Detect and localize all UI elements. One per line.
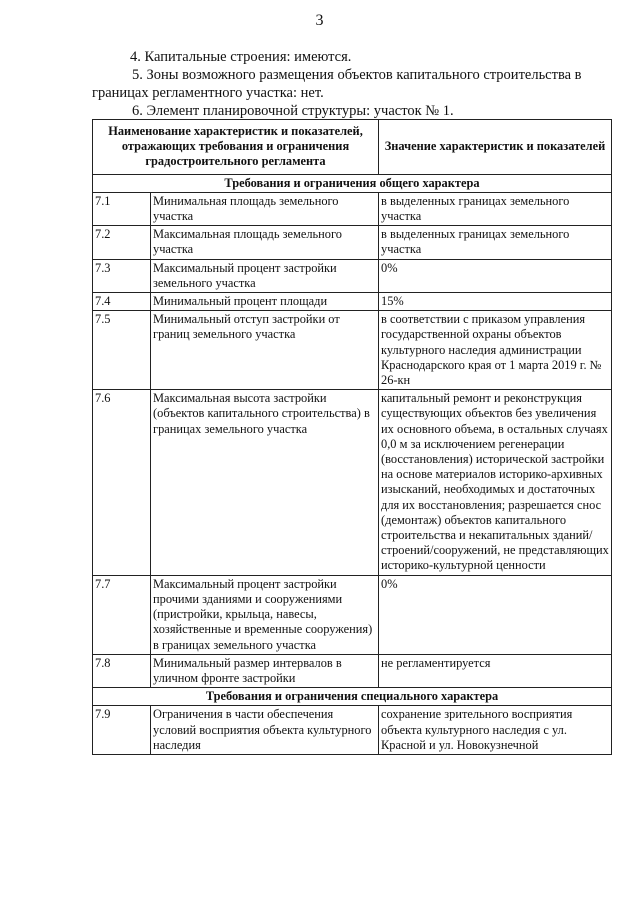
- section-title-special: Требования и ограничения специального характера: [93, 688, 612, 706]
- header-characteristics: Наименование характеристик и показателей, отражающих требования и ограничения градостроительного регламента: [93, 120, 379, 175]
- intro-item-6: 6. Элемент планировочной структуры: участок № 1.: [132, 103, 454, 119]
- regulation-table: [92, 119, 612, 755]
- table-header-row: [93, 120, 612, 175]
- row-value: в выделенных границах земельного участка: [379, 226, 612, 259]
- row-number: 7.5: [93, 311, 151, 390]
- header-values: Значение характеристик и показателей: [379, 120, 612, 175]
- intro-text: [92, 48, 612, 120]
- row-number: 7.7: [93, 575, 151, 654]
- row-number: 7.6: [93, 390, 151, 575]
- row-characteristic: Максимальный процент застройки земельного участка: [151, 259, 379, 292]
- row-characteristic: Максимальный процент застройки прочими зданиями и сооружениями (пристройки, крыльца, навесы, хозяйственные и временные сооружения) в границах земельного участка: [151, 575, 379, 654]
- row-number: 7.8: [93, 654, 151, 687]
- table-row: [93, 706, 612, 755]
- row-value: в выделенных границах земельного участка: [379, 192, 612, 225]
- row-number: 7.3: [93, 259, 151, 292]
- row-number: 7.4: [93, 293, 151, 311]
- row-number: 7.2: [93, 226, 151, 259]
- intro-item-5: 5. Зоны возможного размещения объектов капитального строительства в: [132, 67, 582, 83]
- row-characteristic: Минимальный размер интервалов в уличном фронте застройки: [151, 654, 379, 687]
- row-value: 15%: [379, 293, 612, 311]
- row-value: капитальный ремонт и реконструкция существующих объектов без увеличения их основного объема, в остальных случаях 0,0 м за исключением регенерации (восстановления) исторической застройки на основе материалов историко-архивных изысканий, необходимых и достаточных для их восстановления; разрешается снос (демонтаж) объектов капитального строительства и некапитальных зданий/строений/сооружений, не представляющих историко-культурной ценности: [379, 390, 612, 575]
- page-number: 3: [315, 12, 324, 29]
- table-row: [93, 390, 612, 575]
- row-characteristic: Ограничения в части обеспечения условий восприятия объекта культурного наследия: [151, 706, 379, 755]
- row-value: сохранение зрительного восприятия объекта культурного наследия с ул. Красной и ул. Новокузнечной: [379, 706, 612, 755]
- table-row: [93, 575, 612, 654]
- table-row: [93, 654, 612, 687]
- row-characteristic: Минимальный отступ застройки от границ земельного участка: [151, 311, 379, 390]
- table-row: [93, 192, 612, 225]
- row-value: в соответствии с приказом управления государственной охраны объектов культурного наследия администрации Краснодарского края от 1 марта 2019 г. № 26-кн: [379, 311, 612, 390]
- table-row: [93, 311, 612, 390]
- intro-item-5-cont: границах регламентного участка: нет.: [92, 85, 324, 101]
- row-number: 7.1: [93, 192, 151, 225]
- row-characteristic: Минимальная площадь земельного участка: [151, 192, 379, 225]
- row-characteristic: Максимальная площадь земельного участка: [151, 226, 379, 259]
- intro-item-4: 4. Капитальные строения: имеются.: [130, 49, 352, 65]
- row-characteristic: Минимальный процент площади: [151, 293, 379, 311]
- section-row-special: [93, 688, 612, 706]
- table-row: [93, 259, 612, 292]
- row-value: не регламентируется: [379, 654, 612, 687]
- row-characteristic: Максимальная высота застройки (объектов капитального строительства) в границах земельного участка: [151, 390, 379, 575]
- section-title-general: Требования и ограничения общего характера: [93, 174, 612, 192]
- table-row: [93, 293, 612, 311]
- row-number: 7.9: [93, 706, 151, 755]
- row-value: 0%: [379, 259, 612, 292]
- section-row-general: [93, 174, 612, 192]
- row-value: 0%: [379, 575, 612, 654]
- table-row: [93, 226, 612, 259]
